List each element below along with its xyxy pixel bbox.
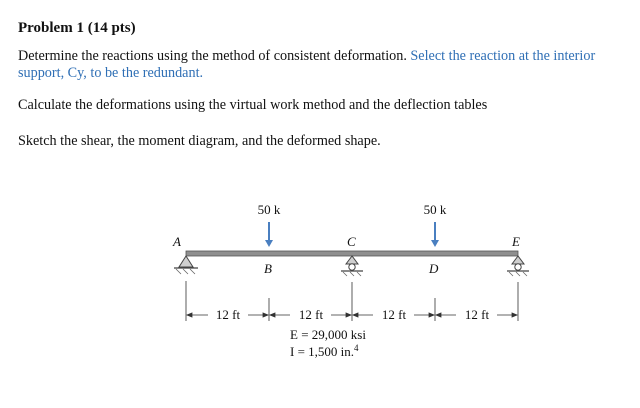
- roller-support-e: [507, 256, 529, 276]
- instruction-sketch: Sketch the shear, the moment diagram, and the deformed shape.: [18, 133, 381, 149]
- span-label-bc: 12 ft: [298, 307, 324, 322]
- instruction-consistent-deformation: [18, 48, 595, 82]
- inertia-exponent: 4: [354, 343, 359, 353]
- load-arrow-b: [265, 222, 273, 247]
- beam-figure: [0, 190, 640, 408]
- point-label-d: D: [429, 261, 439, 276]
- redundant-selection-text-cont: support, Cy, to be the redundant.: [18, 65, 204, 81]
- point-label-c: C: [347, 234, 356, 249]
- point-label-a: A: [173, 234, 181, 249]
- span-label-ab: 12 ft: [215, 307, 241, 322]
- problem-title: Problem 1 (14 pts): [18, 20, 136, 36]
- load-label-b: 50 k: [257, 202, 281, 217]
- instruction-virtual-work: Calculate the deformations using the virtual work method and the deflection tables: [18, 97, 488, 113]
- pin-support-a: [174, 256, 198, 274]
- roller-support-c: [341, 256, 363, 276]
- point-label-e: E: [512, 234, 520, 249]
- instruction-text: Determine the reactions using the method of consistent deformation.: [18, 48, 411, 64]
- point-label-b: B: [264, 261, 272, 276]
- span-label-cd: 12 ft: [381, 307, 407, 322]
- inertia-value: I = 1,500 in.: [290, 344, 355, 359]
- inertia-label: [290, 343, 359, 359]
- span-label-de: 12 ft: [464, 307, 490, 322]
- modulus-label: E = 29,000 ksi: [290, 327, 366, 342]
- load-label-d: 50 k: [423, 202, 447, 217]
- redundant-selection-text: Select the reaction at the interior: [410, 48, 596, 64]
- load-arrow-d: [431, 222, 439, 247]
